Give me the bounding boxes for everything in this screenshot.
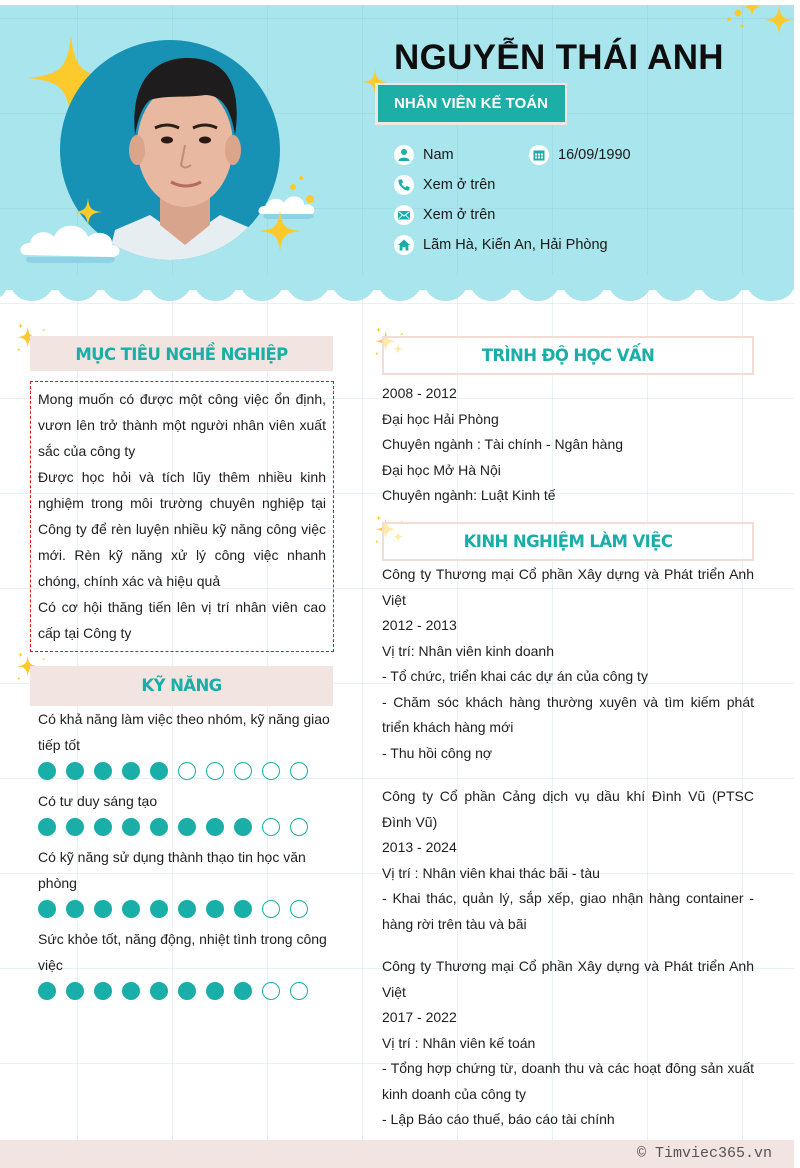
skill-label: Có kỹ năng sử dụng thành thạo tin học văn phòng	[38, 849, 306, 891]
candidate-name: NGUYỄN THÁI ANH	[394, 38, 724, 77]
company-name: Công ty Cổ phần Cảng dịch vụ dầu khí Đình Vũ (PTSC Đình Vũ)	[382, 788, 754, 830]
education-line: Chuyên ngành: Luật Kinh tế	[382, 487, 556, 503]
skill-rating	[38, 762, 338, 780]
skill-item	[38, 788, 338, 836]
gender-value: Nam	[423, 147, 454, 163]
skill-rating	[38, 982, 338, 1000]
cloud-icon	[18, 215, 123, 265]
company-name: Công ty Thương mại Cổ phần Xây dựng và Phát triển Anh Việt	[382, 958, 754, 1000]
skill-label: Có tư duy sáng tạo	[38, 793, 158, 809]
objective-box	[30, 381, 334, 652]
rating-dot-filled	[94, 982, 112, 1000]
rating-dot-filled	[150, 900, 168, 918]
info-address	[394, 235, 608, 255]
skill-rating	[38, 818, 338, 836]
rating-dot-filled	[94, 900, 112, 918]
rating-dot-filled	[178, 982, 196, 1000]
cv-header	[0, 5, 794, 290]
section-title-objective: MỤC TIÊU NGHỀ NGHIỆP	[30, 336, 333, 371]
phone-value: Xem ở trên	[423, 177, 496, 193]
experience-item	[382, 562, 754, 766]
calendar-icon	[529, 145, 549, 165]
rating-dot-filled	[122, 762, 140, 780]
info-gender	[394, 145, 454, 165]
cv-page	[0, 5, 794, 1168]
email-value: Xem ở trên	[423, 207, 496, 223]
experience-item	[382, 954, 754, 1133]
watermark: © Timviec365.vn	[636, 1145, 772, 1162]
education-list	[382, 381, 754, 509]
info-email	[394, 205, 495, 225]
rating-dot-filled	[234, 982, 252, 1000]
info-birthday	[529, 145, 631, 165]
sparkle-star-icon	[259, 210, 301, 252]
skill-item	[38, 706, 338, 780]
wave-divider	[0, 275, 794, 305]
section-title-experience: KINH NGHIỆM LÀM VIỆC	[382, 522, 754, 561]
rating-dot-empty	[234, 762, 252, 780]
rating-dot-filled	[66, 900, 84, 918]
home-icon	[394, 235, 414, 255]
job-title-badge: NHÂN VIÊN KẾ TOÁN	[378, 85, 565, 122]
rating-dot-filled	[150, 982, 168, 1000]
rating-dot-filled	[178, 818, 196, 836]
rating-dot-empty	[262, 900, 280, 918]
sparkle-star-icon	[74, 198, 102, 226]
education-line: 2008 - 2012	[382, 385, 457, 401]
job-task: - Tổng hợp chứng từ, doanh thu và các hoạt đông sản xuất kinh doanh của công ty	[382, 1060, 754, 1102]
rating-dot-filled	[122, 818, 140, 836]
objective-paragraph: Được học hỏi và tích lũy thêm nhiều kinh nghiệm trong môi trường chuyên nghiệp tại Công ty để rèn luyện nhiều kỹ năng công việc mới. Rèn kỹ năng xử lý công việc nhanh chóng, chính xác và hiệu quả	[38, 469, 326, 589]
education-line: Đại học Hải Phòng	[382, 410, 499, 427]
rating-dot-filled	[94, 818, 112, 836]
section-title-skills: KỸ NĂNG	[30, 666, 333, 706]
person-icon	[394, 145, 414, 165]
rating-dot-filled	[206, 900, 224, 918]
rating-dot-filled	[66, 762, 84, 780]
rating-dot-empty	[290, 900, 308, 918]
rating-dot-empty	[178, 762, 196, 780]
education-line: Chuyên ngành : Tài chính - Ngân hàng	[382, 436, 624, 452]
skill-label: Có khả năng làm việc theo nhóm, kỹ năng giao tiếp tốt	[38, 711, 330, 753]
rating-dot-empty	[262, 818, 280, 836]
company-name: Công ty Thương mại Cổ phần Xây dựng và Phát triển Anh Việt	[382, 566, 754, 608]
rating-dot-filled	[38, 900, 56, 918]
job-task: - Chăm sóc khách hàng thường xuyên và tìm kiếm phát triển khách hàng mới	[382, 693, 754, 735]
rating-dot-empty	[262, 762, 280, 780]
rating-dot-filled	[38, 982, 56, 1000]
rating-dot-empty	[262, 982, 280, 1000]
rating-dot-filled	[234, 818, 252, 836]
job-task: - Lập Báo cáo thuế, báo cáo tài chính	[382, 1111, 615, 1127]
education-line: Đại học Mở Hà Nội	[382, 461, 501, 478]
rating-dot-empty	[206, 762, 224, 780]
rating-dot-filled	[206, 982, 224, 1000]
skill-rating	[38, 900, 338, 918]
experience-item	[382, 784, 754, 937]
rating-dot-filled	[122, 900, 140, 918]
objective-paragraph: Có cơ hội thăng tiến lên vị trí nhân viên cao cấp tại Công ty	[38, 599, 326, 641]
rating-dot-filled	[234, 900, 252, 918]
job-period: 2017 - 2022	[382, 1009, 457, 1025]
job-period: 2012 - 2013	[382, 617, 457, 633]
rating-dot-empty	[290, 818, 308, 836]
rating-dot-empty	[290, 762, 308, 780]
skill-label: Sức khỏe tốt, năng động, nhiệt tình trong công việc	[38, 931, 327, 973]
skill-item	[38, 926, 338, 1000]
footer-bar	[0, 1140, 794, 1168]
info-phone	[394, 175, 495, 195]
rating-dot-empty	[290, 982, 308, 1000]
sparkle-star-icon	[764, 5, 794, 35]
job-period: 2013 - 2024	[382, 839, 457, 855]
rating-dot-filled	[94, 762, 112, 780]
phone-icon	[394, 175, 414, 195]
rating-dot-filled	[178, 900, 196, 918]
objective-paragraph: Mong muốn có được một công việc ổn định, vươn lên trở thành một người nhân viên xuất sắc của công ty	[38, 391, 326, 459]
job-task: - Tổ chức, triển khai các dự án của công ty	[382, 668, 648, 684]
birthday-value: 16/09/1990	[558, 147, 631, 163]
job-position: Vị trí : Nhân viên khai thác bãi - tàu	[382, 864, 600, 881]
job-position: Vị trí : Nhân viên kế toán	[382, 1034, 536, 1051]
job-task: - Khai thác, quản lý, sắp xếp, giao nhận hàng container - hàng rời trên tàu và bãi	[382, 890, 754, 932]
skill-item	[38, 844, 338, 918]
rating-dot-filled	[150, 762, 168, 780]
rating-dot-filled	[66, 982, 84, 1000]
rating-dot-filled	[66, 818, 84, 836]
section-title-education: TRÌNH ĐỘ HỌC VẤN	[382, 336, 754, 375]
job-task: - Thu hồi công nợ	[382, 744, 493, 761]
rating-dot-filled	[38, 762, 56, 780]
rating-dot-filled	[122, 982, 140, 1000]
rating-dot-filled	[206, 818, 224, 836]
rating-dot-filled	[150, 818, 168, 836]
dots-decoration	[288, 173, 318, 203]
job-position: Vị trí: Nhân viên kinh doanh	[382, 642, 554, 659]
rating-dot-filled	[38, 818, 56, 836]
email-icon	[394, 205, 414, 225]
address-value: Lãm Hà, Kiến An, Hải Phòng	[423, 237, 608, 253]
dots-decoration	[726, 8, 746, 28]
